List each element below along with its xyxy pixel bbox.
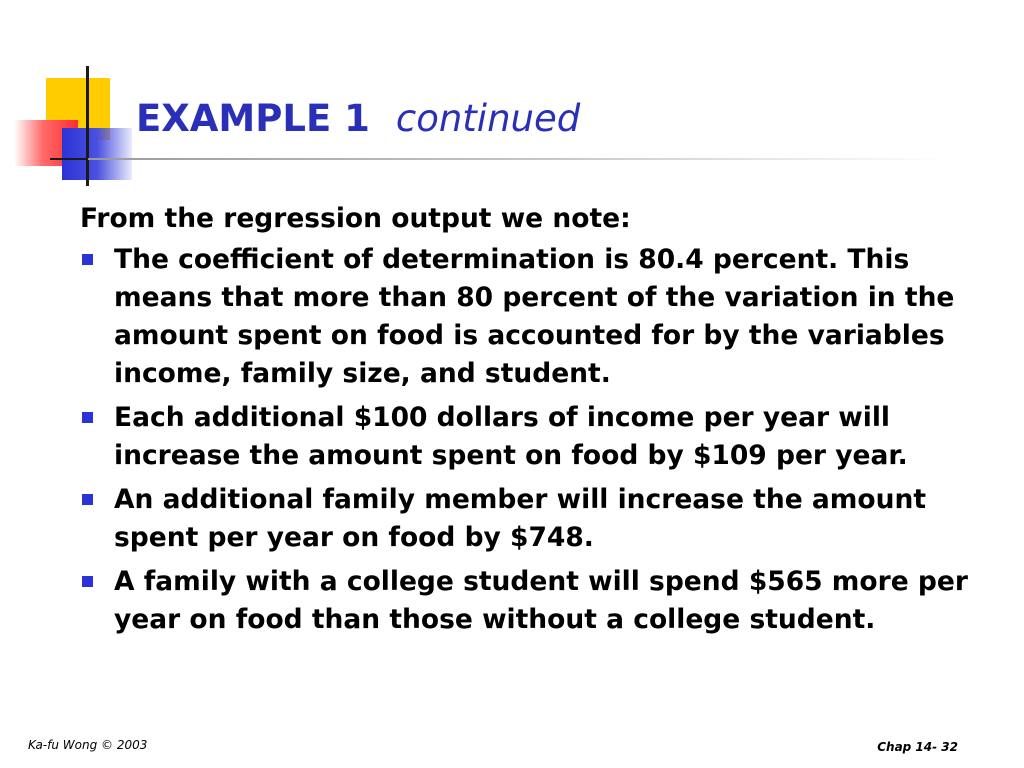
- square-bullet-icon: [82, 254, 93, 265]
- bullet-text: Each additional $100 dollars of income per year will increase the amount spent on food by $109 per year.: [114, 402, 908, 471]
- footer-page-number: Chap 14- 32: [877, 740, 958, 754]
- bullet-item: [80, 399, 990, 475]
- square-bullet-icon: [82, 494, 93, 505]
- corner-decoration-vertical-line: [86, 66, 89, 186]
- corner-decoration-blue-square: [62, 128, 132, 180]
- slide-title-main: EXAMPLE 1: [136, 97, 370, 140]
- slide-title-subtitle: continued: [395, 97, 581, 140]
- slide-title: [136, 96, 580, 142]
- bullet-list: [80, 241, 990, 639]
- square-bullet-icon: [82, 576, 93, 587]
- bullet-item: [80, 241, 990, 393]
- footer-author: Ka-fu Wong © 2003: [28, 738, 148, 752]
- bullet-text: The coefficient of determination is 80.4 percent. This means that more than 80 percent of the variation in the amount spent on food is accounted for by the variables income, family size, and student.: [114, 244, 955, 389]
- bullet-text: An additional family member will increase the amount spent per year on food by $748.: [114, 484, 926, 553]
- title-underline-rule: [88, 158, 948, 160]
- square-bullet-icon: [82, 412, 93, 423]
- slide-body: [80, 200, 990, 645]
- bullet-item: [80, 563, 990, 639]
- intro-text: From the regression output we note:: [80, 203, 631, 234]
- bullet-text: A family with a college student will spend $565 more per year on food than those without a college student.: [114, 566, 968, 635]
- bullet-item: [80, 481, 990, 557]
